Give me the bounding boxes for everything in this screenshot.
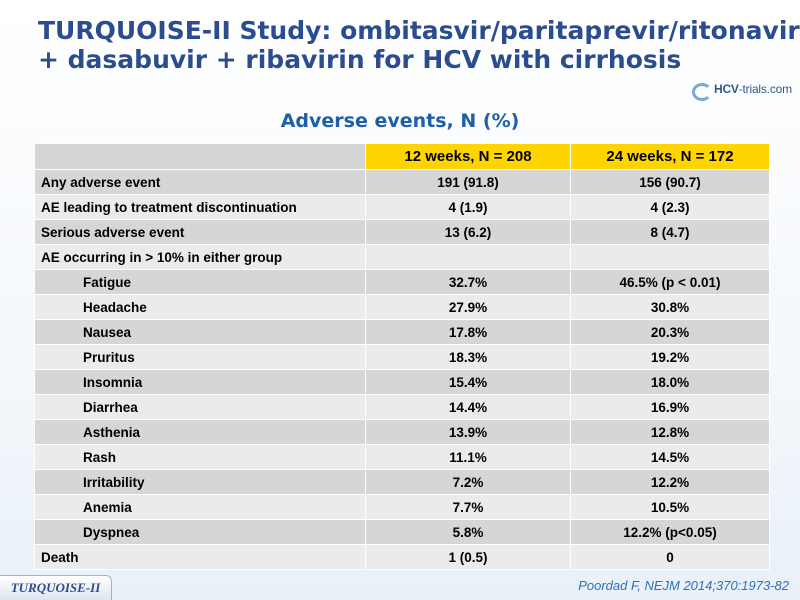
hcv-trials-logo[interactable]: [692, 79, 800, 99]
header-cell-24-weeks: 24 weeks, N = 172: [571, 144, 770, 170]
cell-24-weeks: [571, 245, 770, 270]
row-label: Pruritus: [35, 345, 366, 370]
cell-12-weeks: 17.8%: [366, 320, 571, 345]
row-label: Nausea: [35, 320, 366, 345]
table-row: [35, 345, 770, 370]
cell-12-weeks: [366, 245, 571, 270]
study-badge: TURQUOISE-II: [0, 575, 112, 600]
table-row: [35, 445, 770, 470]
row-label: Serious adverse event: [35, 220, 366, 245]
cell-12-weeks: 27.9%: [366, 295, 571, 320]
hcv-trials-logo-text: HCV-trials.com: [714, 82, 792, 96]
slide-title: [38, 16, 798, 74]
table-row: [35, 270, 770, 295]
table-row: [35, 470, 770, 495]
header-cell-12-weeks: 12 weeks, N = 208: [366, 144, 571, 170]
row-label: Rash: [35, 445, 366, 470]
row-label: Dyspnea: [35, 520, 366, 545]
cell-24-weeks: 20.3%: [571, 320, 770, 345]
table-row: [35, 245, 770, 270]
slide-title-line-2: + dasabuvir + ribavirin for HCV with cirrhosis: [38, 45, 682, 74]
row-label: Fatigue: [35, 270, 366, 295]
cell-24-weeks: 18.0%: [571, 370, 770, 395]
hcv-trials-logo-icon: [692, 81, 712, 97]
cell-12-weeks: 5.8%: [366, 520, 571, 545]
row-label: AE leading to treatment discontinuation: [35, 195, 366, 220]
cell-12-weeks: 11.1%: [366, 445, 571, 470]
header-cell-blank: [35, 144, 366, 170]
citation: Poordad F, NEJM 2014;370:1973-82: [578, 578, 789, 593]
table-row: [35, 395, 770, 420]
row-label: Anemia: [35, 495, 366, 520]
cell-24-weeks: 16.9%: [571, 395, 770, 420]
row-label: Irritability: [35, 470, 366, 495]
row-label: Any adverse event: [35, 170, 366, 195]
cell-24-weeks: 10.5%: [571, 495, 770, 520]
table-row: [35, 495, 770, 520]
cell-12-weeks: 18.3%: [366, 345, 571, 370]
cell-12-weeks: 7.2%: [366, 470, 571, 495]
cell-12-weeks: 13 (6.2): [366, 220, 571, 245]
row-label: Asthenia: [35, 420, 366, 445]
row-label: Insomnia: [35, 370, 366, 395]
row-label: AE occurring in > 10% in either group: [35, 245, 366, 270]
cell-12-weeks: 13.9%: [366, 420, 571, 445]
table-row: [35, 420, 770, 445]
slide-title-line-1: TURQUOISE-II Study: ombitasvir/paritaprevir/ritonavir: [38, 16, 800, 45]
cell-24-weeks: 12.2%: [571, 470, 770, 495]
cell-12-weeks: 1 (0.5): [366, 545, 571, 570]
cell-24-weeks: 14.5%: [571, 445, 770, 470]
cell-24-weeks: 8 (4.7): [571, 220, 770, 245]
row-label: Diarrhea: [35, 395, 366, 420]
row-label: Death: [35, 545, 366, 570]
cell-12-weeks: 14.4%: [366, 395, 571, 420]
adverse-events-table: [34, 143, 770, 570]
table-row: [35, 195, 770, 220]
cell-24-weeks: 12.8%: [571, 420, 770, 445]
cell-24-weeks: 4 (2.3): [571, 195, 770, 220]
cell-12-weeks: 15.4%: [366, 370, 571, 395]
table-row: [35, 220, 770, 245]
table-row: [35, 295, 770, 320]
row-label: Headache: [35, 295, 366, 320]
cell-24-weeks: 12.2% (p<0.05): [571, 520, 770, 545]
cell-12-weeks: 32.7%: [366, 270, 571, 295]
cell-24-weeks: 19.2%: [571, 345, 770, 370]
table-subtitle: Adverse events, N (%): [280, 110, 520, 132]
table-header-row: [35, 144, 770, 170]
cell-24-weeks: 46.5% (p < 0.01): [571, 270, 770, 295]
table-row: [35, 370, 770, 395]
table-row: [35, 520, 770, 545]
cell-24-weeks: 0: [571, 545, 770, 570]
cell-12-weeks: 191 (91.8): [366, 170, 571, 195]
table-row: [35, 545, 770, 570]
cell-12-weeks: 4 (1.9): [366, 195, 571, 220]
cell-12-weeks: 7.7%: [366, 495, 571, 520]
cell-24-weeks: 156 (90.7): [571, 170, 770, 195]
table-row: [35, 320, 770, 345]
cell-24-weeks: 30.8%: [571, 295, 770, 320]
table-row: [35, 170, 770, 195]
